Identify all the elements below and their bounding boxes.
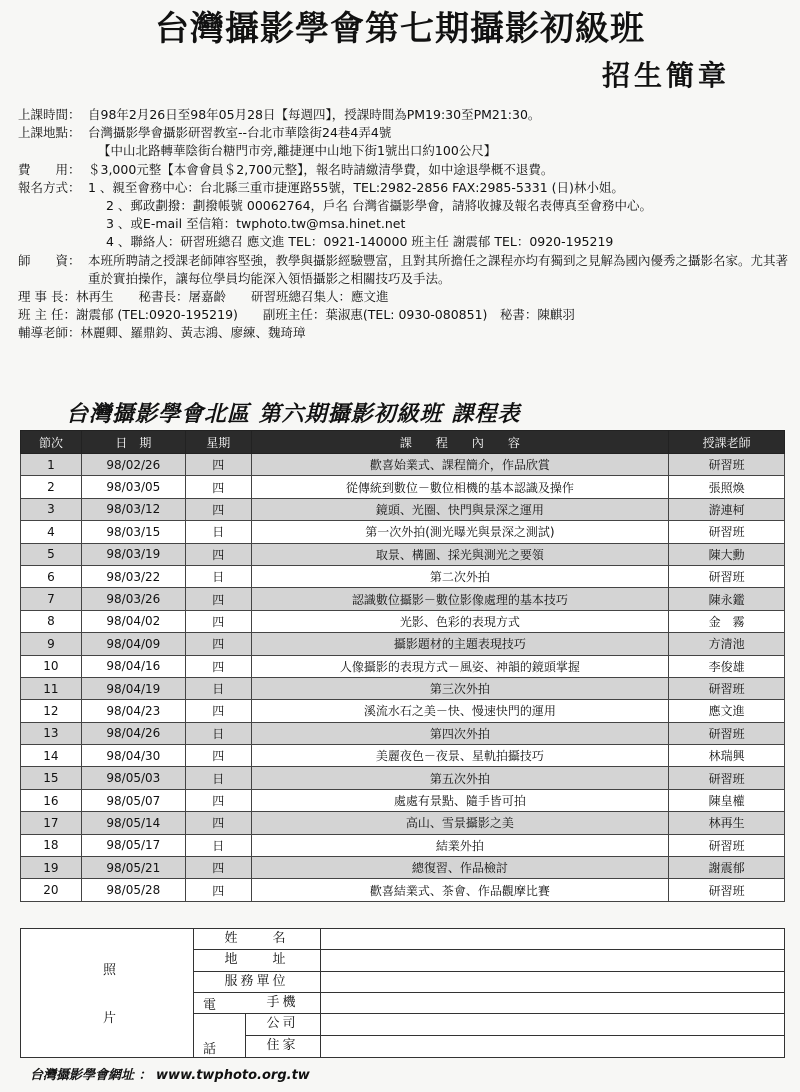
cell-weekday: 四	[185, 498, 251, 520]
cell-weekday: 四	[185, 633, 251, 655]
cell-teacher: 陳永鑑	[669, 588, 785, 610]
cell-date: 98/02/26	[81, 454, 185, 476]
form-row-mobile[interactable]	[245, 993, 784, 1014]
cell-content: 歡喜始業式、課程簡介，作品欣賞	[251, 454, 669, 476]
header-weekday: 星期	[185, 431, 251, 454]
cell-session: 1	[21, 454, 82, 476]
form-address-label: 地 址	[193, 950, 321, 970]
cell-content: 溪流水石之美－快、慢速快門的運用	[251, 700, 669, 722]
cell-content: 總復習、作品檢討	[251, 857, 669, 879]
tel-char-1: 電	[203, 998, 217, 1013]
registration-form	[20, 928, 785, 1058]
cell-date: 98/04/26	[81, 722, 185, 744]
cell-content: 第五次外拍	[251, 767, 669, 789]
fee-value: ＄3,000元整【本會會員＄2,700元整】，報名時請繳清學費，如中途退學概不退費。	[88, 161, 554, 177]
cell-weekday: 四	[185, 812, 251, 834]
cell-teacher: 張照煥	[669, 476, 785, 498]
cell-session: 18	[21, 834, 82, 856]
cell-session: 8	[21, 610, 82, 632]
cell-content: 美麗夜色－夜景、星軌拍攝技巧	[251, 745, 669, 767]
cell-teacher: 金 霧	[669, 610, 785, 632]
form-company-label: 服務單位	[193, 972, 321, 992]
cell-content: 第三次外拍	[251, 677, 669, 699]
cell-content: 處處有景點、隨手皆可拍	[251, 789, 669, 811]
table-row	[21, 789, 785, 811]
cell-content: 取景、構圖、採光與測光之要領	[251, 543, 669, 565]
form-home-label: 住家	[245, 1036, 321, 1057]
cell-teacher: 方清池	[669, 633, 785, 655]
tel-char-2: 話	[203, 1042, 217, 1057]
cell-date: 98/05/21	[81, 857, 185, 879]
cell-session: 9	[21, 633, 82, 655]
table-row	[21, 857, 785, 879]
cell-weekday: 日	[185, 834, 251, 856]
cell-content: 人像攝影的表現方式－風姿、神韻的鏡頭掌握	[251, 655, 669, 677]
cell-weekday: 四	[185, 454, 251, 476]
form-row-name[interactable]	[193, 929, 784, 950]
cell-session: 19	[21, 857, 82, 879]
fee-label: 費 用：	[18, 161, 81, 177]
table-row	[21, 700, 785, 722]
cell-weekday: 四	[185, 857, 251, 879]
footer-website: 台灣攝影學會網址 ： www.twphoto.org.tw	[30, 1068, 310, 1083]
form-name-label: 姓 名	[193, 929, 321, 949]
cell-session: 16	[21, 789, 82, 811]
table-row	[21, 812, 785, 834]
cell-session: 5	[21, 543, 82, 565]
cell-teacher: 陳皇權	[669, 789, 785, 811]
header-teacher: 授課老師	[669, 431, 785, 454]
cell-date: 98/05/03	[81, 767, 185, 789]
cell-teacher: 研習班	[669, 521, 785, 543]
class-head-line: 班 主 任：謝震郁 (TEL:0920-195219) 副班主任：葉淑惠(TEL: 0930-080851) 秘書：陳麒羽	[18, 307, 575, 323]
cell-weekday: 四	[185, 879, 251, 901]
cell-session: 20	[21, 879, 82, 901]
form-row-home[interactable]	[245, 1036, 784, 1057]
cell-teacher: 游連柯	[669, 498, 785, 520]
cell-date: 98/04/30	[81, 745, 185, 767]
cell-content: 鏡頭、光圈、快門與景深之運用	[251, 498, 669, 520]
course-info	[18, 106, 790, 343]
teachers-label: 師 資：	[18, 252, 81, 268]
cell-teacher: 陳大勳	[669, 543, 785, 565]
form-mobile-label: 手機	[245, 993, 321, 1013]
cell-content: 高山、雪景攝影之美	[251, 812, 669, 834]
tutors-line: 輔導老師：林麗卿、羅鼎鈞、黃志鴻、廖練、魏琦璋	[18, 325, 306, 341]
header-session: 節次	[21, 431, 82, 454]
cell-date: 98/05/14	[81, 812, 185, 834]
class-time-label: 上課時間：	[18, 107, 81, 122]
table-row	[21, 498, 785, 520]
cell-weekday: 四	[185, 655, 251, 677]
cell-session: 10	[21, 655, 82, 677]
page-subtitle: 招生簡章	[601, 59, 730, 92]
class-place-value: 台灣攝影學會攝影研習教室--台北市華陰街24巷4弄4號	[88, 125, 392, 141]
cell-weekday: 四	[185, 543, 251, 565]
cell-weekday: 四	[185, 745, 251, 767]
class-time-value: 自98年2月26日至98年05月28日【每週四】，授課時間為PM19:30至PM21:30。	[88, 107, 541, 122]
photo-label-1: 照	[103, 963, 117, 978]
cell-session: 4	[21, 521, 82, 543]
header-content: 課 程 內 容	[251, 431, 669, 454]
header-date: 日 期	[81, 431, 185, 454]
class-place-label: 上課地點：	[18, 125, 81, 141]
cell-session: 17	[21, 812, 82, 834]
cell-content: 光影、色彩的表現方式	[251, 610, 669, 632]
cell-content: 從傳統到數位－數位相機的基本認識及操作	[251, 476, 669, 498]
cell-weekday: 四	[185, 700, 251, 722]
table-row	[21, 767, 785, 789]
cell-weekday: 四	[185, 610, 251, 632]
cell-date: 98/04/19	[81, 677, 185, 699]
cell-teacher: 研習班	[669, 677, 785, 699]
table-row	[21, 655, 785, 677]
cell-date: 98/05/07	[81, 789, 185, 811]
table-row	[21, 588, 785, 610]
table-row	[21, 745, 785, 767]
photo-label-2: 片	[103, 1011, 117, 1026]
registration-label: 報名方式：	[18, 179, 81, 195]
cell-content: 第四次外拍	[251, 722, 669, 744]
table-row	[21, 722, 785, 744]
cell-date: 98/04/23	[81, 700, 185, 722]
class-place-note: 【中山北路轉華陰街台糖門市旁,離捷運中山地下街1號出口約100公尺】	[98, 143, 497, 159]
cell-teacher: 研習班	[669, 565, 785, 587]
cell-session: 2	[21, 476, 82, 498]
cell-date: 98/03/19	[81, 543, 185, 565]
cell-date: 98/05/17	[81, 834, 185, 856]
form-row-office[interactable]	[245, 1014, 784, 1035]
cell-date: 98/03/12	[81, 498, 185, 520]
table-row	[21, 610, 785, 632]
cell-weekday: 四	[185, 789, 251, 811]
cell-content: 第一次外拍(測光曝光與景深之測試)	[251, 521, 669, 543]
class-time-row	[18, 106, 790, 124]
cell-content: 攝影題材的主題表現技巧	[251, 633, 669, 655]
cell-weekday: 日	[185, 521, 251, 543]
cell-weekday: 日	[185, 767, 251, 789]
cell-session: 13	[21, 722, 82, 744]
table-row	[21, 834, 785, 856]
cell-teacher: 應文進	[669, 700, 785, 722]
table-row	[21, 565, 785, 587]
cell-teacher: 李俊雄	[669, 655, 785, 677]
table-row	[21, 633, 785, 655]
registration-method-1: 1 、親至會務中心：台北縣三重市捷運路55號，TEL:2982-2856 FAX:2985-5331 (日)林小姐。	[88, 179, 624, 195]
page-title: 台灣攝影學會第七期攝影初級班	[155, 9, 645, 49]
form-row-address[interactable]	[193, 950, 784, 971]
teachers-row	[18, 252, 790, 288]
table-row	[21, 476, 785, 498]
cell-teacher: 林再生	[669, 812, 785, 834]
cell-session: 6	[21, 565, 82, 587]
table-row	[21, 454, 785, 476]
cell-weekday: 四	[185, 476, 251, 498]
registration-row	[18, 179, 790, 197]
cell-date: 98/04/09	[81, 633, 185, 655]
table-row	[21, 521, 785, 543]
table-row	[21, 677, 785, 699]
cell-content: 歡喜結業式、茶會、作品觀摩比賽	[251, 879, 669, 901]
form-office-label: 公司	[245, 1014, 321, 1034]
cell-weekday: 日	[185, 677, 251, 699]
cell-session: 15	[21, 767, 82, 789]
registration-method-3: 3 、或E-mail 至信箱：twphoto.tw@msa.hinet.net	[106, 216, 406, 232]
cell-date: 98/04/16	[81, 655, 185, 677]
form-row-company[interactable]	[193, 972, 784, 993]
director-line: 理 事 長：林再生 秘書長：屠嘉齡 研習班總召集人：應文進	[18, 289, 389, 305]
schedule-header-row	[21, 431, 785, 454]
cell-teacher: 研習班	[669, 767, 785, 789]
cell-date: 98/03/22	[81, 565, 185, 587]
cell-teacher: 研習班	[669, 722, 785, 744]
cell-date: 98/03/26	[81, 588, 185, 610]
schedule-table	[20, 430, 785, 902]
cell-teacher: 研習班	[669, 879, 785, 901]
cell-teacher: 研習班	[669, 454, 785, 476]
schedule-body	[21, 454, 785, 902]
cell-session: 12	[21, 700, 82, 722]
cell-content: 結業外拍	[251, 834, 669, 856]
cell-date: 98/05/28	[81, 879, 185, 901]
photo-box	[21, 929, 194, 1057]
table-row	[21, 879, 785, 901]
cell-date: 98/04/02	[81, 610, 185, 632]
cell-teacher: 林瑞興	[669, 745, 785, 767]
class-place-row	[18, 124, 790, 142]
schedule-title: 台灣攝影學會北區 第六期攝影初級班 課程表	[66, 401, 521, 427]
teachers-value: 本班所聘請之授課老師陣容堅強，教學與攝影經驗豐富，且對其所擔任之課程亦均有獨到之見解為國內優秀之攝影名家。尤其著重於實拍操作，讓每位學員均能深入領悟攝影之相關技巧及手法。	[88, 252, 789, 286]
cell-content: 第二次外拍	[251, 565, 669, 587]
cell-weekday: 日	[185, 722, 251, 744]
fee-row	[18, 161, 790, 179]
cell-session: 11	[21, 677, 82, 699]
form-tel-label	[193, 998, 246, 1057]
registration-method-2: 2 、郵政劃撥：劃撥帳號 00062764，戶名 台灣省攝影學會，請將收據及報名表傳真至會務中心。	[106, 198, 652, 214]
cell-session: 7	[21, 588, 82, 610]
cell-weekday: 四	[185, 588, 251, 610]
cell-date: 98/03/15	[81, 521, 185, 543]
cell-session: 14	[21, 745, 82, 767]
cell-teacher: 謝震郁	[669, 857, 785, 879]
cell-date: 98/03/05	[81, 476, 185, 498]
cell-teacher: 研習班	[669, 834, 785, 856]
cell-session: 3	[21, 498, 82, 520]
cell-content: 認識數位攝影－數位影像處理的基本技巧	[251, 588, 669, 610]
registration-method-4: 4 、聯絡人：研習班總召 應文進 TEL：0921-140000 班主任 謝震郁 TEL：0920-195219	[106, 234, 614, 250]
cell-weekday: 日	[185, 565, 251, 587]
table-row	[21, 543, 785, 565]
